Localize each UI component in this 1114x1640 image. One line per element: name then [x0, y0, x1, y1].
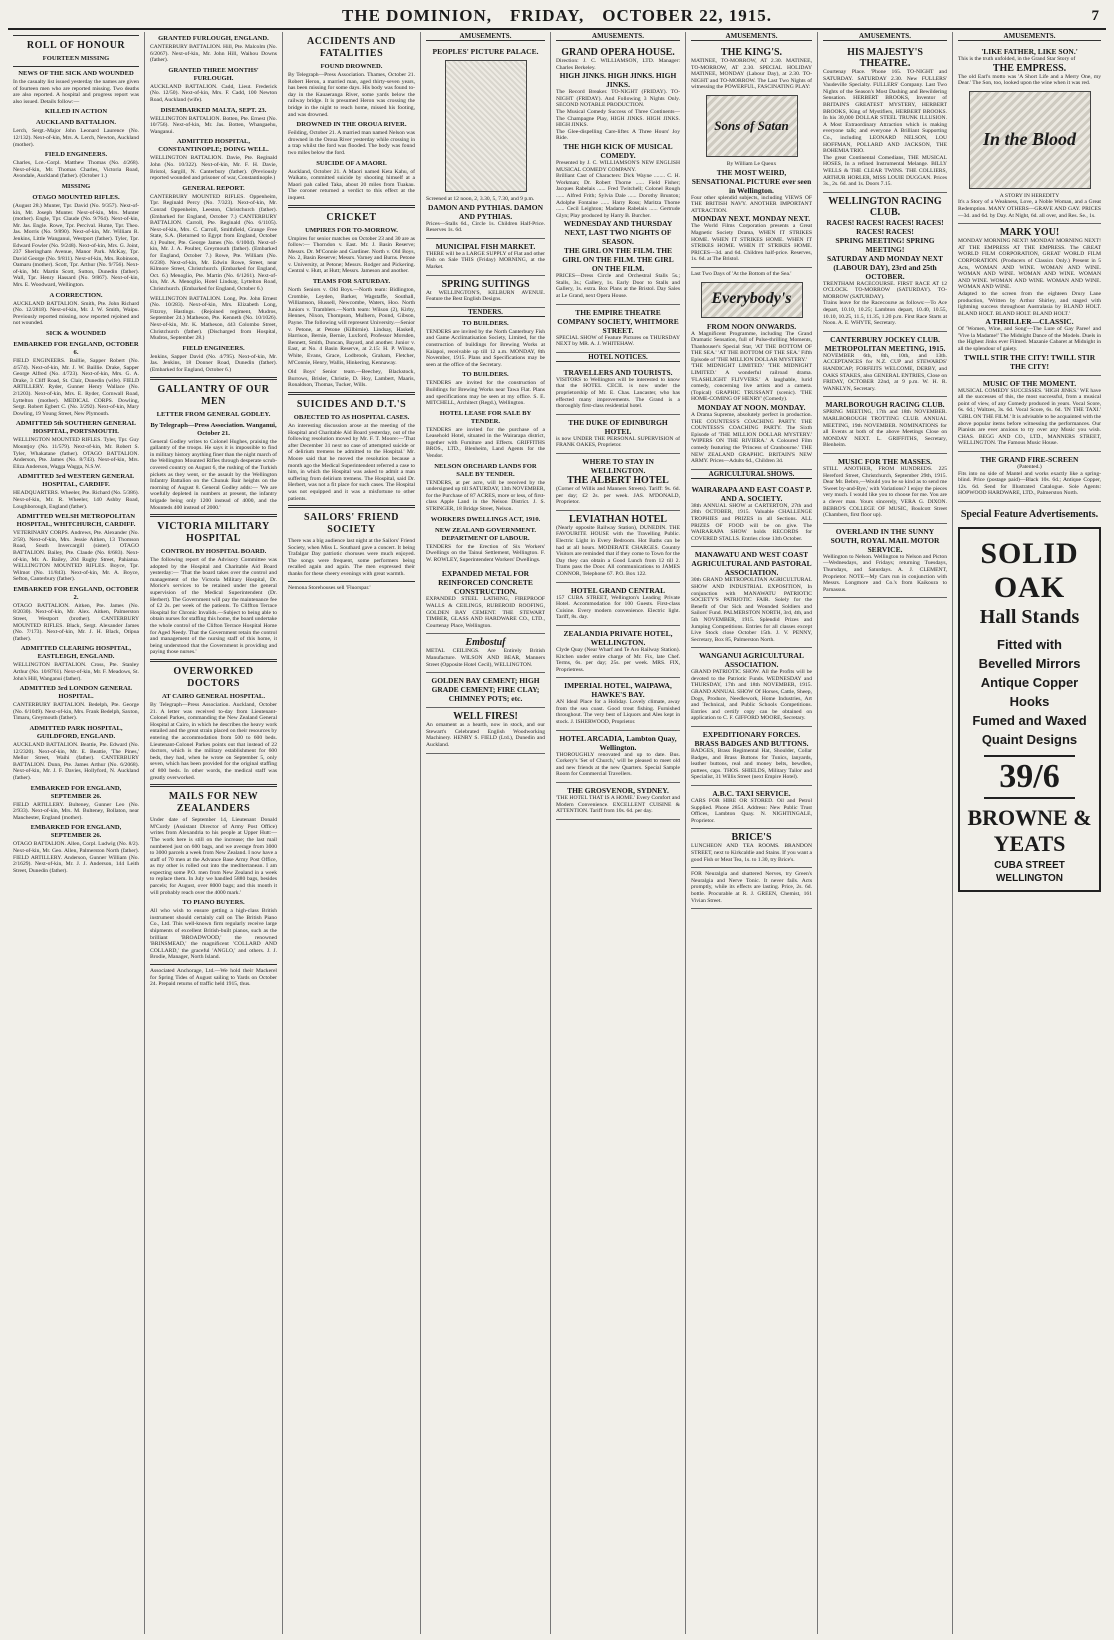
ad-title: SATURDAY AND MONDAY NEXT (LABOUR DAY), 23rd and 25th OCTOBER.: [826, 253, 944, 281]
advertisement: [958, 376, 1101, 452]
advertisement: [556, 583, 680, 626]
ad-text: NOVEMBER 6th, 8th, 10th, and 13th. ACCEPTANCES for N.Z. CUP and STEWARDS' HANDICAP; FORFEITS WELCOME, DERBY, and OAKS STAKES, also GENERAL ENTRIES, Close on FRIDAY, OCTOBER 22nd, at 9 p.m. W. H. R. WANKLYN, Secretary.: [823, 352, 949, 392]
advertisement: [691, 786, 812, 829]
article-text: AUCKLAND BATTALION. Cadd, Lieut. Frederick (No. 12/50). Next-of-kin, Mrs. F. Cadd, 100 Newton Road, Auckland (wife).: [150, 83, 279, 103]
ad-text: By William Le Queux: [726, 160, 777, 167]
ad-address: CUBA STREET: [994, 859, 1065, 871]
ad-text: GRAND PATRIOTIC SHOW. All the Profits will be devoted to the Patriotic Funds. WEDNESDAY and THURSDAY, 17th and 18th NOVEMBER, 1915. GRAND ANNUAL SHOW Of Horses, Cattle, Sheep, Dogs, Produce, Needlework, Home Industries, Art and Technical, and Public Schools Competitions. Entries and certify copy can be obtained on application to C. F. GIFFORD MOORE, Secretary.: [691, 669, 814, 722]
ad-title: WELLINGTON RACING CLUB.: [828, 195, 942, 218]
ad-title: PEOPLES' PICTURE PALACE.: [432, 47, 539, 56]
ad-feature: Fumed and Waxed: [972, 712, 1087, 728]
ad-title: CANTERBURY JOCKEY CLUB.: [830, 334, 940, 344]
advertisement: [823, 454, 947, 524]
ad-text: AN Ideal Place for a Holiday. Lovely climate, away from the sea coast. Good trout fishing. Furnished throughout. The very best of Liquors and Ales kept in stock. J. ISHERWOOD, Proprietor.: [556, 699, 682, 726]
ad-text: Prices—Stalls 6d., Circle 1s. Children Half-Price. Reserves 1s. 6d.: [426, 220, 547, 234]
ad-title: HOTEL ARCADIA, Lambton Quay, Wellington.: [559, 733, 677, 752]
ad-text: A Magnificent Programme, including The Grand Dramatic Sensation, full of Pulse-thrilling Moments, Thanhouser's Special Star, 'AT THE BOTTOM OF THE SEA.' 'AT THE BOTTOM OF THE SEA.' Fifth Episode of 'THE MILLION DOLLAR MYSTERY.': [691, 330, 814, 363]
advertisement: [823, 524, 947, 599]
ad-text: It's a Story of a Weakness, Love, a Noble Woman, and a Great Redemption. MANY OTHERS—GRAVE AND GAY. PRICES—3d. and 6d. by Day. At Night, 6d. all over, and Res. Se., 1s.: [958, 199, 1103, 219]
article-text: CANTERBURY MOUNTED RIFLES. Oppenheim, Tpr. Reginald Percy (No. 7/323). Next-of-kin, Mr. Conrad Oppenheim, Leeston, Christchurch (father). (Embarked for England, October 7.) CANTERBURY BATTALION. Carroll, Pte. Reginald (No. 6/1105). Next-of-kin, Mrs. C. Carroll, Smithfield, Grange Free State, S.A. (Returned to Egypt from England, October 4.) Poulter, Pte. George James (No. 6/1004). Next-of-kin, Mr. J. A. Poulter, Greymouth (father). (Embarked for England, October 7.) Rowe, Pte. William (No. 6/238). Next-of-kin, Mr. Edwin Rowe, Street, near Kilmore Street, Christchurch. (Embarked for England, Oct. 6.) Menoglio, Pte. Martin (No. 6/1261). Next-of-kin, Mr. A. Menoglio, Hotel Lindsay, Lyttelton Road, Christchurch. (Embarked for England, October 6.): [150, 193, 279, 293]
ad-title: GOLDEN BAY CEMENT; HIGH GRADE CEMENT; FIRE CLAY; CHIMNEY POTS; etc.: [431, 676, 540, 704]
article-text: There was a big audience last night at the Sailors' Friend Society, when Miss L. Southard gave a concert. It being Trafalgar Day patriotic choruses were much enjoyed. The songs were frequent, some performers being recalled again and again. The men expressed their thanks for these cheery evenings with great warmth.: [288, 538, 417, 578]
ad-text: Direction: J. C. WILLIAMSON, LTD. Manager: Charles Berkeley.: [556, 58, 682, 71]
ad-text: (Patented.): [1017, 464, 1042, 470]
subhead: SUICIDE OF A MAORI.: [316, 159, 387, 167]
ad-title: RACES! RACES! RACES! RACES! RACES! RACES!: [826, 217, 944, 236]
ad-feature: Quaint Designs: [981, 731, 1078, 747]
ad-text: Presented by J. C. WILLIAMSON'S NEW ENGLISH MUSICAL COMEDY COMPANY.: [556, 159, 682, 173]
advertisement: [426, 44, 545, 239]
ad-text: Adapted to the screen from the eighteen Drury Lane production, 'Written by Arthur Shirley, and staged with lightning success throughout Australasia by BLAND HOLT. BLAND HOLT. BLAND HOLT. BLAND HOLT.': [958, 290, 1103, 317]
headline: ACCIDENTS AND FATALITIES: [306, 36, 396, 59]
subhead: EMBARKED FOR ENGLAND, SEPTEMBER 26.: [30, 784, 122, 800]
page-number: 7: [1091, 7, 1100, 24]
ad-title: THE EMPIRE THEATRE COMPANY SOCIETY, WHITMORE STREET.: [557, 307, 679, 335]
ad-text: PRICES—Dress Circle and Orchestral Stalls 5s.; Stalls, 3s.; Gallery, 1s. Early Door to Stalls and Gallery, 1s. extra. Box Plans at the Bristol. Day Sales at Le Grand, next Opera House.: [556, 273, 682, 300]
theatre-logo: Everybody's: [701, 282, 803, 318]
ad-title: GRAND OPERA HOUSE.: [561, 47, 675, 58]
advertisement: [556, 44, 680, 305]
masthead: [8, 4, 1106, 30]
ad-text: TENDERS are invited for the construction of Buildings for Brewing Works near Tawa Flat. Plans and specifications may be seen at my office. S. E. MITCHELL, Architect (Regd.), Wellington.: [426, 380, 547, 407]
ad-title: THE GRAND FIRE-SCREEN: [980, 455, 1079, 464]
ad-title: DAMON AND PYTHIAS. DAMON AND PYTHIAS.: [428, 202, 543, 221]
article-text: By Telegraph—Press Association. Thames, October 21. Robert Heron, a married man, aged thirty-seven years, has been missing for some days. His body was found to-day in the Kauaeranga River, some yards below the railway bridge. It is presumed Heron was crossing the bridge in the night to reach home, missed his footing, and was drowned.: [288, 72, 417, 118]
advertisement: [823, 332, 947, 398]
advertisement: [691, 268, 812, 470]
film-title-artwork: In the Blood: [969, 91, 1091, 189]
advertisement: [691, 829, 812, 868]
ad-text: TENDERS for the Erection of Six Workers' Dwellings on the Tainui Settlement, Wellington. F. W. ROWLEY, Superintendent Workers' Dwellings.: [426, 543, 547, 563]
subhead: MISSING: [61, 182, 91, 190]
subhead: TO BUILDERS.: [462, 319, 509, 327]
advertisement: [823, 193, 947, 332]
ad-title: SPRING MEETING! SPRING MEETING!: [835, 235, 935, 254]
ad-text: At WELLINGTON'S, KELBURN AVENUE. Feature the Best English Designs.: [426, 289, 547, 303]
section-header: HOTEL NOTICES.: [556, 353, 680, 362]
ad-title: WEDNESDAY AND THURSDAY NEXT, LAST TWO NIGHTS OF SEASON.: [563, 219, 673, 247]
ad-text: Screened at 12 noon, 2, 3.30, 5, 7.30, and 9 p.m.: [426, 196, 535, 202]
subhead: FIELD ENGINEERS.: [44, 151, 108, 159]
masthead-title: THE DOMINION,: [342, 6, 492, 25]
advertisement: [691, 44, 812, 268]
ad-title: THE GROSVENOR, SYDNEY.: [567, 786, 669, 796]
ad-title: METROPOLITAN MEETING, 1915.: [824, 343, 946, 353]
ad-text: 'THE HOTEL THAT IS A HOME.' Every Comfort and Modern Convenience. EXCELLENT CUISINE & ATTENTION. Tariff from 10s. 6d. per day.: [556, 795, 682, 815]
article-text: Nemona Storehouses sell 'Fluorspar.': [288, 584, 371, 591]
section-header: AMUSEMENTS.: [691, 32, 812, 41]
advertisement: [823, 44, 947, 193]
ad-text: A Drama Supreme, absolutely perfect in production. THE COUNTESS'S COACHING PARTY. THE COUNTESS'S COACHING PARTY. The Sixth Episode of 'THE MILLION DOLLAR MYSTERY.' 'WIPERS ON THE RIVIERA.' A Coloured Film comedy featuring the 'Princess of Cranbourne.' THE NEW ZEALAND GRAPHIC. BRITAIN'S NEW ARMY. Prices—Adults 6d., Children 3d.: [691, 412, 814, 465]
ad-title: THE GIRL ON THE FILM. THE GIRL ON THE FILM. THE GIRL ON THE FILM.: [562, 246, 674, 274]
article-text: FIELD ENGINEERS. Baillie, Sapper Robert (No. 4/574). Next-of-kin, Mr. J. W. Baillie. Drake, Sapper George Alfred (No. 4/723). Next-of-kin, Mrs. G. A. Drake, 3 Cliff Road, St. Clair, Dunedin (wife). FIELD ARTILLERY. Ryder, Gunner Henry Wallace (No. 2/1203). Next-of-kin, Mrs. E. Ryder, Cornwall Road, Lyttelton (mother). MEDICAL CORPS. Dowling, Sergt. Robert Egbert C. (No. 3/292). Next-of-kin, Mary Dowling, 19 Young Street, New Plymouth.: [13, 358, 141, 417]
ad-feature: Bevelled Mirrors: [978, 655, 1081, 671]
solid-oak-advertisement: [958, 527, 1101, 892]
ad-title: TWILL STIR THE CITY! TWILL STIR THE CITY!: [963, 352, 1096, 371]
column-1: [8, 32, 145, 1634]
subhead: AT CAIRO GENERAL HOSPITAL.: [162, 693, 265, 700]
article-text: WELLINGTON BATTALION. Cross, Pte. Stanley Arthur (No. 10/8761). Next-of-kin, Mr. F. Meadows, St. John's Hill, Wanganui (father).: [13, 662, 141, 682]
ad-text: CARS FOR HIRE OR STORED. Oil and Petrol Supplied. Phone 2854. Address: New Public Trust Offices, Lambton Quay. N. NIGHTINGALE, Proprietor.: [691, 798, 814, 824]
article-text: Associated Anchorage, Ltd.—We hold their Mackerel for Spring Tides of August sailing to Yards on October 24. Prepaid returns of traffic held 1915, thus.: [150, 968, 279, 988]
section-header: AMUSEMENTS.: [556, 32, 680, 41]
ad-text: THOROUGHLY renovated and up to date. Bus. Corkery's 'Set of Church,' will be pleased to meet old and new friends at the new Quarters. Special Sample Room for Commercial Travellers.: [556, 751, 682, 778]
subhead: ADMITTED HOSPITAL, CONSTANTINOPLE; DOING WELL.: [158, 138, 269, 154]
ad-text: TENDERS are invited by the North Canterbury Fish and Game Acclimatisation Society, Limited, for the construction of buildings for Brewing Works at Kaiapoi, receivable up till 12 a.m. MONDAY, 8th November, 1915. Plans and Specifications may be seen at the office of the Secretary.: [426, 328, 547, 368]
subhead: ADMITTED PARK HOSPITAL, GUILDFORD, ENGLAND.: [29, 725, 123, 740]
subhead: OBJECTED TO AS HOSPITAL CASES.: [293, 413, 410, 421]
section-header: AMUSEMENTS.: [823, 32, 947, 41]
article-text: WELLINGTON BATTALION. Botten, Pte. Ernest (No. 10/756). Next-of-kin, Mr. Jas. Botten, Whangaehu, Wanganui.: [150, 115, 279, 135]
subhead: EMBARKED FOR ENGLAND, OCTOBER 2.: [13, 585, 139, 601]
article-text: Auckland, October 21. A Maori named Keta Kahu, of Waikato, committed suicide by shooting himself at a Maori pah called Taka, about 20 miles from Tuakau. The coroner returned a verdict to this effect at the inquest.: [288, 168, 417, 201]
ad-title: LEVIATHAN HOTEL: [569, 513, 667, 525]
advertisement: [556, 511, 680, 583]
subhead: GENERAL REPORT.: [182, 184, 245, 192]
ad-city: WELLINGTON: [995, 872, 1064, 884]
article-text: Jenkins, Sapper David (No. 4/795). Next-of-kin, Mr. Jas. Jenkins, 18 Donner Road, Dunedin (father). (Embarked for England, October 6.): [150, 353, 279, 373]
ad-title: WAIRARAPA AND EAST COAST P. AND A. SOCIETY.: [691, 484, 812, 503]
subhead: AUCKLAND BATTALION.: [36, 119, 116, 127]
ad-text: Brilliant Cast of Characters: Dick Wayne ........ C. H. Workman; Dr. Robert Thorne ...... Field Fisher; Jacques Rabelais ...... Fred Twitchell; Colonel Rough ...... Alfred Frith; Sylvia Dale ...... Dorothy Brunton; Adolphe Fontaine ...... Harry Ross; Maritza Thome ...... Cecil Leighton; Madame Rabelais ...... Gertrude Glyn; Play produced by Harry B. Burcher.: [556, 173, 682, 219]
subhead: GRANTED FURLOUGH, ENGLAND.: [158, 35, 269, 42]
advertisement: [958, 44, 1101, 224]
ad-title: HIS MAJESTY'S THEATRE.: [847, 47, 923, 69]
ad-text: 157 CUBA STREET, Wellington's Leading Private Hotel. Accommodation for 100 Guests. First-class Cuisine. Every modern convenience. Electric light. Tariff, 8s. day.: [556, 594, 682, 621]
ad-text: 30th GRAND METROPOLITAN AGRICULTURAL SHOW AND INDUSTRIAL EXPOSITION, In conjunction with MANAWATU PATRIOTIC SOCIETY'S PATRIOTIC FAIR. Solely for the Benefit of Our Sick and Wounded Soldiers and Sailors' Fund. PALMERSTON NORTH, 3rd, 4th, and 5th NOVEMBER, 1915. Splendid Prizes and Jumping Competitions. Entries for all classes except Live Stock close October 15th. J. V. PENNY, Secretary, Box 85, Palmerston North.: [691, 577, 814, 643]
subhead: SICK & WOUNDED: [46, 330, 106, 338]
ad-text: The old Earl's motto was 'A Short Life and a Merry One, my Dear.' The Son, too, looked upon the wine when it was red.: [958, 73, 1103, 87]
article-text: An interesting discussion arose at the meeting of the Hospital and Charitable Aid Board yesterday, out of the following resolution moved by Mr. F. T. Moore:—'That after December 31 next no case of attempted suicide or of delirium tremens be admitted to the Hospital.' Mr. Moore said that he moved the resolution because a month ago the Medical Superintendent referred a case to him, in which the Hospital was asked to admit a man suffering from delirium tremens. The Hospital, said Dr. Herbert, was not a fit place for such cases. The Hospital was not equipped and it was a misfortune to other patients.: [288, 422, 417, 502]
ad-title: BRICE'S: [731, 832, 772, 844]
subhead: TO BUILDERS.: [462, 371, 509, 379]
article-text: AUCKLAND BATTALION. Smith, Pte. John Richard (No. 12/2818). Next-of-kin, Mr. J. W. Smith, Waipu. Previously reported missing, now reported rejoined and not wounded.: [13, 300, 141, 327]
ad-text: An ornament as a hearth, now in stock, and our Stewart's Celebrated English Woodworking Machinery. HENRY S. FIELD (Ltd.), Dunedin and Auckland.: [426, 722, 547, 748]
subhead: NEW ZEALAND GOVERNMENT. DEPARTMENT OF LABOUR.: [434, 526, 537, 542]
subhead: KILLED IN ACTION: [44, 108, 108, 116]
ad-text: MATINEE, TO-MORROW, AT 2.30. MATINEE, TO-MORROW, AT 2.30. SPECIAL HOLIDAY MATINEE, MONDAY (Labour Day), at 2.30. TO-NIGHT and TO-MORROW. The Last Two Nights of witnessing the POWERFUL, FASCINATING PLAY:: [691, 58, 814, 91]
ad-text: TENDERS, at per acre, will be received by the undersigned up till SATURDAY, 13th NOVEMBER, for the Purchase of 87 ACRES, more or less, of first-class Apple Land in the Nelson District. J. S. STRINGER, 18 Bridge Street, Nelson.: [426, 479, 547, 513]
article-text: By Telegraph—Press Association. Auckland, October 21. A letter was received to-day from Lieutenant-Colonel Parkes, commanding the New Zealand General Hospital at Cairo, in which he describes the heavy work entailed and the great strain placed on their resources by entering the accommodation from 500 to 600 beds. Lieutenant-Colonel Parkes points out that instead of 22 doctors, which is the military establishment for 600 beds, they had, when he wrote on September 5, only seven, which has been provided for the original staffing of 800 beds. In other words, the medical staff was greatly overworked.: [150, 702, 279, 781]
ad-text: (Nearly opposite Railway Station), DUNEDIN. THE FAVOURITE HOUSE with the Travelling Public. Electric Light in Every Bedroom. Hot Baths can be had at all hours. MODERATE CHARGES. Country Visitors are reminded that if they come to Town for the Day they can obtain a Good Lunch from 12 till 2. Trams pass the Door. All communications to JAMES CONNOR, Telephone 67. P.O. Box 122.: [556, 524, 682, 577]
subhead: UMPIRES FOR TO-MORROW.: [305, 226, 398, 234]
ad-title: MUNICIPAL FISH MARKET.: [435, 241, 536, 251]
ad-title: MARLBOROUGH RACING CLUB.: [825, 400, 945, 410]
ad-text: Last Two Days of 'At the Bottom of the Sea.': [691, 270, 792, 277]
advertisement: [556, 731, 680, 783]
ad-title: A.B.C. TAXI SERVICE.: [712, 789, 791, 798]
ad-title: EXPEDITIONARY FORCES. BRASS BADGES AND BUTTONS.: [694, 730, 809, 749]
ad-title: MANAWATU AND WEST COAST AGRICULTURAL AND PASTORAL ASSOCIATION.: [691, 550, 812, 578]
ad-headline: Hall Stands: [979, 605, 1080, 628]
ad-text: Wellington to Nelson. Wellington to Nelson and Picton—Wednesdays, and Fridays; returning Tuesdays, Thursdays, and Saturdays. A. J. CLEMENT, Proprietor. NOTE—My Cars run in conjunction with Messrs. Longmore and Co.'s from Kaikoura to Parnassus.: [823, 553, 949, 593]
headline: OVERWORKED DOCTORS: [173, 666, 254, 689]
ad-title: THE ALBERT HOTEL: [567, 475, 669, 486]
subhead: EMBARKED FOR ENGLAND, OCTOBER 6.: [13, 341, 139, 357]
article-text: OTAGO BATTALION. Aitken, Pte. James (No. 8/2030). Next-of-kin, Mr. Alex. Aitken, Palmerston Street, Westport (brother). CANTERBURY MOUNTED RIFLES. Black, Sergt. Alexander James (No. 7/173). Next-of-kin, Mr. J. H. Black, Otipua (father).: [13, 602, 141, 642]
subhead: NEWS OF THE SICK AND WOUNDED: [18, 70, 134, 77]
ad-title: EXPANDED METAL FOR REINFORCED CONCRETE CONSTRUCTION.: [438, 569, 533, 597]
article-text: In the casualty list issued yesterday the names are given of fourteen men who are reported missing. Two deaths are also reported. A hospital and progress report was also issued. Details follow:—: [13, 79, 141, 105]
section-header: AMUSEMENTS.: [958, 32, 1101, 41]
ad-text: Of 'Women, Wine, and Song'—The Lure of Gay Paree! and 'Vive la Madame!' The Midnight Dance of the Models. Duels in the Highest Jinks ever Filmed. Mazanie Cabaret at Midnight in all the splendour of gaiety.: [958, 326, 1103, 353]
subhead: NELSON ORCHARD LANDS FOR SALE BY TENDER.: [434, 462, 537, 478]
article-text: (August 28.) Munter, Tpr. David (No. 9/357). Next-of-kin, Mr. Joseph Munter. Next-of-kin, Mrs. Munter (mother). Engle, Tpr. Claude (No. 9/764). Next-of-kin, Mr. Jas. Engle. Rowe, Tpr. Percival. Hume, Tpr. Theo. Jas. Morris (No. 9/890). Next-of-kin, Mr. William R. Jenkins, Little Wanganui, Westport (father). Tyler, Tpr. Edward Fowler (No. 9/248). Next-of-kin, Mrs. G. Joint, 237 Sheringham Avenue, Manor Park. McKay, Tpr. David George (No. 9/811). Next-of-kin, Mrs. Robinson, Oamaru (mother). Scott, Tpr. Arthur (No. 9/756). Next-of-kin, Mr. Martin Scott, Sutton, Dunedin (father). Wall, Tpr. Henry Hassard (No. 9/867). Next-of-kin, Mrs. E. Woodward, Wellington.: [13, 202, 141, 289]
advertisement: [426, 708, 545, 753]
advertisement: [556, 626, 680, 678]
ad-text: The Musical Comedy Success of Three Continents—The Champagne Play, HIGH JINKS. HIGH JINKS. HIGH JINKS.: [556, 108, 682, 129]
column-7: [818, 32, 953, 1634]
column-4: [421, 32, 551, 1634]
ad-text: This is the truth unfolded, in the Grand Star Story of: [958, 56, 1076, 62]
subhead: EMBARKED FOR ENGLAND, SEPTEMBER 26.: [30, 824, 122, 840]
advertisement: [958, 224, 1101, 376]
advertisement: [691, 547, 812, 648]
article-text: Umpires for senior matches on October 23 and 30 are as follow:— Thorndon v. East. Mr. J. Basin Reserve; Messrs. Dr. M'Connie and Gardiner. North v. Old Boys, No. 2, Basin Reserve; Messrs. Varney and Burns. Petone v. University, at Petone; Messrs. Rodger and Pickering. Central v. Hutt, at Hutt; Messrs. Jameson and another.: [288, 235, 417, 275]
ad-text: THERE will be a LARGE SUPPLY of Flat and other Fish on Sale THIS (Friday) MORNING, at the Market.: [426, 250, 547, 270]
advertisement: [691, 727, 812, 786]
ad-text: Clyde Quay (Near Wharf and Te Aro Railway Station). Kitchen under entire charge of Mr. Fix, late Chef. Terms, 6s. per day; 25s. per week. MRS. FIX, Proprietress.: [556, 646, 682, 673]
ad-title: MONDAY NEXT. MONDAY NEXT.: [692, 214, 811, 224]
ad-text: Trains leave for the Racecourse as follows:—To Ace depart, 10.10, 10.25; Lambton depart, 10.40, 10.55, 10.10, 10.25, 11.5, 11.35, 1.20 p.m. First Race Starts at Noon. A. E. WHYTE, Secretary.: [823, 300, 949, 327]
ad-text: SPRING MEETING, 17th and 18th NOVEMBER. MARLBOROUGH TROTTING CLUB. ANNUAL MEETING, 19th NOVEMBER. NOMINATIONS for all Events at both of the above Meetings Close on MONDAY NEXT. L. GRIFFITHS, Secretary, Blenheim.: [823, 409, 949, 449]
article-text: WELLINGTON BATTALION. Long, Pte. John Ernest (No. 10/283). Next-of-kin, Mrs. Elizabeth Long, Fitzroy, Hastings. (Rejoined regiment, Mudros, September 24.) Matheson, Pte. Kenneth (No. 10/1026). Next-of-kin, Mr. K. Matheson, 443 Colombo Street, Christchurch (father). (Discharged from Hospital, Mudros, September 28.): [150, 295, 279, 342]
ad-title: THE HIGH KICK OF MUSICAL COMEDY.: [563, 141, 673, 160]
advertisement: [426, 276, 545, 308]
subhead: DISEMBARKED MALTA, SEPT. 23.: [160, 106, 267, 114]
ad-text: STILL ANOTHER, FROM HUNDREDS. 225 Hereford Street, Christchurch, September 29th, 1915. Dear Mr. Bebro,—Would you be so kind as to send me 'Sweet by-and-Bye,' with Variations? I enjoy the pieces very much. I would like you to choose for me. You are a clever man. Yours sincerely, VERA G. DIXON. BEBRO'S COLLEGE OF MUSIC, Boulcott Street (Chambers, first floor up).: [823, 465, 949, 519]
columns: [8, 32, 1106, 1634]
ad-text: The great Continental Comedians, THE MUSICAL HOSES, In a refined Instrumental Melange. BILLY WELLS & THE CLEAR TWINS. THE COLLIERS, ARTHUR HORLER, MISS LOUIE DUGGAN. Prices 3s., 2s. 6d. and 1s. Doors 7.15.: [823, 154, 949, 188]
ad-title: THE MOST WEIRD, SENSATIONAL PICTURE ever seen in Wellington.: [691, 167, 812, 195]
ad-text: TRENTHAM RACECOURSE. FIRST RACE AT 12 O'CLOCK. TO-MORROW (SATURDAY). TO-MORROW (SATURDAY).: [823, 280, 949, 300]
article-text: North Seniors v. Old Boys.—North team: Bidlington, Crombie, Leyden, Barker, Wagstaffe, Southall, Williamson, Hussell, Newcombe, Waters, Hoo. North Juniors v. Tramblers.—North team: Wilson (2), Kirby, Hennes, Nixon, Thompson, Mulhern, Pound, Gibson, Payne. The following will represent University.—Senior v. Petone, at Petone (Kilbirnie). Lindsay, Haskell, Harrison, Bernie, Bernie, Luxford, Professor Morsden, Bennett, Smith, Duncan, Bayard, and another. Junior v. East, at No. 4 Basin Reserve, at 2.15: H. P. Wilson, White, Evans, Grace, Lodbrook, Graham, Fletcher, M'Connie, Henry, Wallis, Hinkering, Kennaway.: [288, 287, 417, 366]
article-text: Charles, Lce.-Corpl. Matthew Thomas (No. 4/268). Next-of-kin, Mr. Thomas Charles, Victoria Road, Avondale, Auckland (father). (October 1.): [13, 160, 141, 180]
subhead: A CORRECTION.: [49, 291, 103, 299]
ad-text: EXPANDED STEEL LATHING, FIREPROOF WALLS & CEILINGS, RUBEROID ROOFING, GOLDEN BAY CEMENT. THE STEWART TIMBER, GLASS AND HARDWARE CO., LTD., Courtenay Place, Wellington.: [426, 596, 547, 629]
ad-title: WHERE TO STAY IN WELLINGTON.: [582, 457, 654, 475]
ad-text: (Corner of Willis and Manners Streets). Tariff: 9s. 6d. per day; £2 2s. per week. JAS. M'DONALD, Proprietor.: [556, 486, 682, 506]
advertisement: [426, 634, 545, 673]
subhead: HOTEL LEASE FOR SALE BY TENDER.: [439, 409, 532, 425]
ad-title: ZEALANDIA PRIVATE HOTEL, WELLINGTON.: [563, 628, 673, 647]
ad-title: 'LIKE FATHER, LIKE SON.': [981, 47, 1078, 56]
article-text: AUCKLAND BATTALION. Beattie, Pte. Edward (No. 12/2320). Next-of-kin, Mr. E. Beattie, 'The Pines,' Mellor Street, Waihi (father). CANTERBURY BATTALION. Dunn, Pte. James Arthur (No. 6/2068). Next-of-kin, Mr. J. F. Davies, Hollyford, N. Auckland (father).: [13, 742, 141, 781]
subhead: ADMITTED CLEARING HOSPITAL, EASTLEIGH, ENGLAND.: [20, 645, 132, 661]
ad-feature: Antique Copper Hooks: [980, 674, 1079, 709]
headline: MAILS FOR NEW ZEALANDERS: [168, 791, 259, 815]
ad-text: Fits into no side of Mantel and works exactly like a spring-blind. Price (postage paid)—Black 10s. 6d.; Antique Copper, 12s. 6d. Send for Illustrated Catalogue. Sole Agents: HOPWOOD HARDWARE, LTD., Palmerston North.: [958, 470, 1103, 497]
ad-feature: Fitted with: [997, 636, 1062, 652]
headline: CRICKET: [326, 211, 377, 223]
masthead-day: FRIDAY,: [510, 6, 585, 25]
subhead: ADMITTED WELSH METROPOLITAN HOSPITAL, WHITCHURCH, CARDIFF.: [16, 513, 136, 529]
ad-text: BADGES, Brass Regimental Hat, Shoulder, Collar Badges, and Brass Buttons for Tunics, lanyards, leather buttons, real and money belts, bewdlen, puttees, caps. THOS. SHIELDS, Military Tailor and Specialist, 31 Willis Street (next Empire Hotel).: [691, 748, 814, 781]
subhead: ADMITTED 5th SOUTHERN GENERAL HOSPITAL, PORTSMOUTH.: [16, 420, 136, 436]
article-text: Lerch, Sergt.-Major John Leonard Laurence (No. 12/132). Next-of-kin, Mrs. A. Lerch, Newton, Auckland (mother).: [13, 128, 141, 148]
advertisement: [556, 415, 680, 454]
ad-text: 38th ANNUAL SHOW at CARTERTON, 27th and 28th OCTOBER, 1915. Valuable CHALLENGE TROPHIES and PRIZES in all Sections. ALL PRIZES OF FOOD will be on give. The WAIRARAPA SHOW holds RECORDS for COVERED STALLS. Entries close 13th October.: [691, 502, 814, 542]
ad-company: BROWNE & YEATS: [967, 804, 1092, 856]
advertisement: [556, 305, 680, 353]
masthead-date: OCTOBER 22, 1915.: [602, 6, 772, 25]
article-text: Feilding, October 21. A married man named Nelson was drowned in the Oroua River yesterday while crossing in a trap whilst the ford was flooded. The body was found two miles below the ford.: [288, 130, 417, 156]
subhead: ADMITTED 3rd LONDON GENERAL HOSPITAL.: [19, 685, 133, 701]
subhead: CONTROL BY HOSPITAL BOARD.: [160, 548, 267, 556]
ad-text: Four other splendid subjects, including VIEWS OF THE BRITISH NAVY. ANOTHER IMPORTANT ATTRACTION.: [691, 194, 814, 214]
ad-text: is now UNDER THE PERSONAL SUPERVISION of FRANK OAKES, Proprietor.: [556, 435, 682, 449]
subhead: WORKERS DWELLINGS ACT, 1910.: [430, 515, 541, 523]
headline: SAILORS' FRIEND SOCIETY: [303, 512, 400, 536]
advertisement: [691, 868, 812, 909]
article-text: HEADQUARTERS. Wheeler, Pte. Richard (No. 5/386). Next-of-kin, Mr. R. Wheeler, 140 Ashby Road, Loughborough, England (father).: [13, 490, 141, 510]
advertisement: [556, 454, 680, 511]
subhead: TO PIANO BUYERS.: [182, 899, 245, 907]
article-text: FIELD ARTILLERY. Bulteney, Gunner Leo (No. 2/933). Next-of-kin, Mrs. M. Bulteney, Bollaton, near Manchester, England (mother).: [13, 801, 141, 821]
ad-text: 'THE MIDNIGHT LIMITED.' 'THE MIDNIGHT LIMITED.' A wonderful railroad drama. 'FLASHLIGHT FLIVVERS.' A laughable, lurid comedy, concerning live artists and a camera. (Topical) GRAPHIC TRUSSANT (scenic). 'THE HOME-COMING OF HENRY' (Comedy).: [691, 363, 814, 403]
advertisement: [691, 482, 812, 548]
column-2: [145, 32, 283, 1634]
article-text: General Godley writes to Colonel Hughes, praising the gallantry of the troops. He says it is impossible to find in military history anything finer than the night march of the Wellington Mounted Rifles through desperate scrub-covered country on August 6, the rushing of the Turkish pickets as they went, or the assault by the Wellington Infantry Battalion on the Chunuk Bair heights on the morning of August 8. General Godley adds:— 'We are woefully depleted in numbers at present, the infantry brigade being only 1200 instead of 4000, and the Mounteds 400 instead of 2000.': [150, 438, 279, 511]
advertisement: [691, 648, 812, 727]
section-header: TENDERS.: [426, 308, 545, 317]
ad-title: THE KING'S.: [720, 47, 783, 58]
ad-price: 39/6: [984, 755, 1075, 799]
ad-title: MUSIC FOR THE MASSES.: [837, 456, 933, 466]
roll-of-honour-heading: ROLL OF HONOUR: [26, 40, 126, 51]
ad-title: A THRILLER—CLASSIC.: [985, 317, 1074, 327]
article-text: VETERINARY CORPS. Andrews, Pte. Alexander (No. 2/58). Next-of-kin, Mrs. Jessie Aitken, 13 Thomson Road, South Invercargill (sister). OTAGO BATTALION. Bailey, Pte. Claude (No. 8/683). Next-of-kin, Mr. A. Bailey, 204 Rugby Street, Pahiatua. WELLINGTON MOUNTED RIFLES. Boyce, Tpr. Wilmot (No. 11/843). Next-of-kin, Mr. A. Boyce, Sefton, Canterbury (father).: [13, 530, 141, 583]
ad-title: THE DUKE OF EDINBURGH HOTEL: [568, 417, 668, 436]
ad-text: SPECIAL SHOW of Feature Pictures on THURSDAY NEXT by MR. A. J. WHITEHAW.: [556, 334, 682, 348]
ad-text: MUSICAL COMEDY SUCCESSES. 'HIGH JINKS.' WE have all the successes of this, the most successful, from a musical point of view, of any Comedy produced in years. Vocal Score, 6s. 6d.; Waltzes, 3s. 6d. Vocal Score, 6s. 6d. 'IN THE TAXI.' 'GIRL ON THE FILM.' It is advisable to be acquainted with the above popular items before witnessing the performances. Our Pianists are ever anxious to try over any Music you wish. CHAS. BEGG AND CO., LTD., MANNERS STREET, WELLINGTON. The Famous Music House.: [958, 387, 1103, 447]
ad-title: WELL FIRES!: [453, 711, 518, 723]
ad-text: TENDERS are invited for the purchase of a Leasehold Hotel, situated in the Wairarapa district, together with Furniture and Effects. GRIFFITHS BROS., LTD., Blenheim, Land Agents for the Vendor.: [426, 426, 547, 460]
ad-title: THE EMPRESS.: [992, 62, 1067, 74]
subhead: FIELD ENGINEERS.: [182, 344, 245, 352]
ad-text: MONDAY MORNING NEXT! MONDAY MORNING NEXT! AT THE EMPRESS AT THE EMPRESS. The GREAT WORLD FILM CORPORATION, GREAT WORLD FILM CORPORATION. (Producers of Classics Only.) Present in 5 Acts, WOMAN AND WINE. WOMAN AND WINE. WOMAN AND WINE. WOMAN AND WINE. WOMAN AND WINE. WOMAN AND WINE. WOMAN AND WINE. WOMAN AND WINE.: [958, 238, 1103, 291]
ad-title: WANGANUI AGRICULTURAL ASSOCIATION.: [699, 651, 804, 670]
subhead: ADMITTED 3rd WESTERN GENERAL HOSPITAL, CARDIFF.: [17, 473, 135, 489]
column-5: [551, 32, 686, 1634]
ad-title: MARK YOU!: [999, 227, 1060, 239]
ad-headline: SOLID OAK: [980, 536, 1079, 604]
article-text: CANTERBURY BATTALION. Bedelph, Pte. George (No. 6/1049). Next-of-kin, Mrs. Frank Bedelph, Saxton, Timaru, Greymouth (father).: [13, 702, 141, 722]
subhead: FOUND DROWNED.: [320, 63, 383, 70]
ad-text: METAL CEILINGS. Are Entirely British Manufacture. WILSON AND BEAR, Manners Street (Opposite Hotel Cecil), WELLINGTON.: [426, 648, 547, 668]
article-text: CANTERBURY BATTALION. Hill, Pte. Malcolm (No. 6/2067). Next-of-kin, Mr. John Hill, Waihou Downs (father).: [150, 44, 279, 64]
advertisement: [426, 566, 545, 634]
subhead: TEAMS FOR SATURDAY.: [312, 278, 391, 286]
ad-title: MUSIC OF THE MOMENT.: [982, 378, 1077, 388]
ad-title: OVERLAND IN THE SUNNY SOUTH, ROYAL MAIL MOTOR SERVICE.: [830, 526, 940, 554]
section-header: AGRICULTURAL SHOWS.: [691, 470, 812, 479]
section-header: AMUSEMENTS.: [426, 32, 545, 41]
ad-title: HOTEL GRAND CENTRAL: [570, 585, 666, 595]
subhead: LETTER FROM GENERAL GODLEY.: [156, 410, 271, 418]
article-text: Old Boys' Senior team.—Beechey, Blackstock, Burrows, Brisler, Christie, D. Hoy, Lambert, Maaris, Ronaldson, Thomas, Tucker, Wills.: [288, 369, 417, 389]
advertisement: [556, 678, 680, 730]
article-text: The following report of the Advisory Committee was adopted by the Hospital and Charitable Aid Board yesterday:— 'That the board takes over the control and management of the Victoria Military Hospital, Dr. Morice's services to be retained under the general supervision of the Medical Superintendent (Dr. Herbert). The Government will pay the maintenance fee of £2 2s. per week of the patients. To Cliffton Terrace Hospital for Chronic Invalids.—Subject to being able to obtain nurses for staffing this home, the board undertake the whole control of the Clifton Terrace Hospital Home for Aged Needy. That the Government retain the control and management of the nursing staff of this home, it being understood that the Government is providing and paying those nurses.': [150, 557, 279, 656]
ad-title: MONDAY AT NOON. MONDAY.: [697, 403, 806, 413]
ad-text: The World Films Corporation presents a Great Magnetic Society Drama, WHEN IT STRIKES HOME. WHEN IT STRIKES HOME. WHEN IT STRIKES HOME. WHEN IT STRIKES HOME. PRICES—3d. and 6d. Children half-price. Reserves, 1s. 6d. at The Bristol.: [691, 223, 814, 263]
ad-title: TRAVELLERS AND TOURISTS.: [563, 367, 673, 377]
ad-text: FOR Neuralgia and shattered Nerves, try Green's Neuralgia and Nerve Tonic. It never fails. Acts promptly, while its effects are lasting. Price, 2s. 6d. bottle. Procurable at R. J. GREEN, Chemist, 161 Vivian Street.: [691, 871, 814, 904]
subhead: FOURTEEN MISSING: [42, 55, 110, 62]
column-3: [283, 32, 421, 1634]
special-feature-heading: Special Feature Advertisements.: [960, 508, 1099, 520]
advertisement: [556, 783, 680, 820]
advertisement: [556, 365, 680, 415]
advertisement: [958, 452, 1101, 502]
ad-text: The Record Breaker. TO-NIGHT (FRIDAY). TO-NIGHT (FRIDAY). And Following 3 Nights Only. SECOND NOTABLE PRODUCTION.: [556, 89, 682, 109]
article-text: Under date of September 14, Lieutenant Donald M'Curdy (Assistant Director of Army Post Office) writes from Alexandria to his people at Upper Hutt:— 'The work here is still on the increase; the last mail numbered just on 600 bags, and we average from 3000 to 3000 parcels a week from New Zealand. I now have a staff of 70 men at the Advance Base Army Post Office, as my other is rolled out into the mediterranean. I am expecting some P.O. men from New Zealand in a week to replace them. In July we handled 5880 bags, besides parcels; for August, over 8000 bags; and this month it will probably reach over the 4000 mark.': [150, 817, 279, 896]
column-8: [953, 32, 1106, 1634]
ad-text: A STORY IN HEREDITY: [999, 192, 1060, 199]
dateline: By Telegraph—Press Association. Wanganui, October 21.: [150, 421, 277, 437]
ad-title: HIGH JINKS. HIGH JINKS. HIGH JINKS.: [559, 71, 677, 90]
ad-title: IMPERIAL HOTEL, WAIPAWA, HAWKE'S BAY.: [564, 681, 672, 700]
subhead: DROWNED IN THE OROUA RIVER.: [296, 121, 407, 129]
headline: VICTORIA MILITARY HOSPITAL: [157, 521, 270, 545]
ad-text: The Glee-dispelling Care-lifter. A Three Hours' Joy Ride.: [556, 128, 682, 142]
subhead: GRANTED THREE MONTHS' FURLOUGH.: [168, 66, 259, 82]
article-text: OTAGO BATTALION. Allen, Corpl. Ludwig (No. 8/2). Next-of-kin, Mr. Geo. Allen, Palmerston North (father). FIELD ARTILLERY. Anderson, Gunner William (No. 2/1629). Next-of-kin, Mr. J. J. Anderson, 144 Leith Street, Dunedin (father).: [13, 841, 141, 874]
article-text: WELLINGTON MOUNTED RIFLES. Tyler, Tpr. Guy Mountjoy (No. 11/579). Next-of-kin, Mr. Robert S. Tyler, Whakatane (father). OTAGO BATTALION. Anderson, Pte. James (No. 8/743). Next-of-kin, Mrs. Eliza Anderson, Wagga Wagga, N.S.W.: [13, 437, 141, 470]
ad-title: SPRING SUITINGS: [441, 278, 530, 290]
ad-text: VISITORS to Wellington will be interested to know that the HOTEL CECIL is now under the proprietorship of Mr. E. Chas. Lancaster, who has effected many improvements. The Grand is a thoroughly first-class residential hotel.: [556, 376, 682, 410]
film-still-image: [445, 60, 527, 192]
column-6: [686, 32, 818, 1634]
article-text: All who wish to ensure getting a high-class British instrument should certainly call on The British Piano Co., Ltd. This well-known firm regularly receive large shipments of excellent British-built pianos, such as the brilliant 'BROADWOOD,' the renowned 'BRINSMEAD,' the magnificent 'COLLARD AND COLLARD,' the graceful 'ANGLO,' and others. J. J. Brodie, Manager, North Island.: [150, 908, 279, 961]
film-title-artwork: Sons of Satan: [706, 95, 798, 157]
subhead: OTAGO MOUNTED RIFLES.: [32, 193, 120, 201]
ad-text: Courtenay Place. 'Phone 165. TO-NIGHT and SATURDAY. SATURDAY 2.30. New FULLERS' Vaudeville Specialty. FULLERS' Company. Last Two Nights of the Season's Most Dashing and Bewildering Sensation. HERBERT BROOKS, Inventor of BRITAIN'S GREATEST MYSTERY, HERBERT BROOKS, King of Mystifiers, HERBERT BROOKS. In his 30,000 DOLLAR STEEL TRUNK ILLUSION. A Most Extraordinary Attraction which is making everyone talk; and everyone A Brilliant Supporting Co., including LEONARD NELSON, LOU HOFFMAN, POLLARD AND JACKSON, THE BOHEMIA TRIO.: [823, 69, 949, 155]
article-text: WELLINGTON BATTALION. Davie, Pte. Reginald John (No. 10/322). Next-of-kin, Mr. F. H. Davie, Bristol, Sargill, N. Canterbury (father). (Previously reported wounded and prisoner of war, Constantinople.): [150, 155, 279, 182]
advertisement: [426, 239, 545, 276]
advertisement: [823, 397, 947, 454]
headline: SUICIDES AND D.T.'S: [296, 398, 407, 410]
headline: GALLANTRY OF OUR MEN: [157, 383, 270, 407]
advertisement: [426, 673, 545, 708]
ad-text: LUNCHEON AND TEA ROOMS. BRANDON STREET, next to Kirkcaldie and Stains. If you want a good Fish or Meat Tea, 1s. to 1.30, try Brice's.: [691, 843, 814, 863]
ad-title: FROM NOON ONWARDS.: [706, 321, 797, 331]
ad-title: Embostuf: [465, 637, 506, 649]
